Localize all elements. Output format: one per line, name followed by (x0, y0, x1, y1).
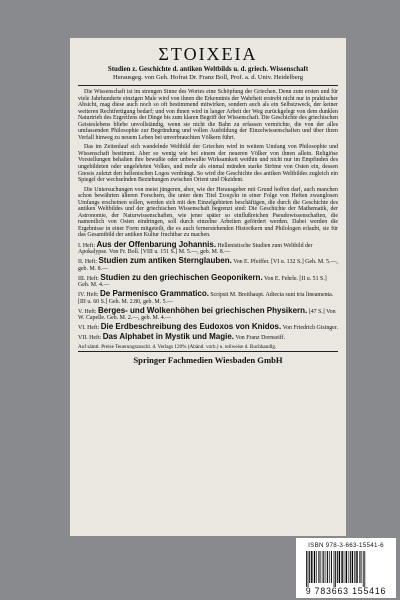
issue-title: Aus der Offenbarung Johannis. (96, 240, 217, 250)
barcode-bar (327, 551, 328, 583)
issue-details: Von Friedrich Gisinger. (281, 325, 338, 332)
issue-details: Scripsit M. Breithaupt. Adiecta sunt tria lineamenta. [III u. 60 S.] Geh. M. 2.80, geb. M. 5.— (78, 292, 334, 305)
issue-title: De Parmenisco Grammatico. (100, 289, 209, 299)
issue-list (78, 242, 338, 341)
barcode-bar (306, 551, 307, 587)
back-cover-panel (70, 38, 346, 536)
publisher-name: Springer Fachmedien Wiesbaden GmbH (133, 355, 283, 366)
barcode-bar (354, 551, 355, 583)
issue-details: Von E. Pfeiffer. [VI u. 132 S.] Geh. M. 5.—, geb. M. 8.— (78, 259, 338, 272)
editor-line: Herausgeg. von Geh. Hofrat Dr. Franz Boll, Prof. a. d. Univ. Heidelberg (112, 74, 304, 81)
barcode-bar (352, 551, 353, 583)
barcode-bar (323, 551, 324, 583)
issue-item (78, 291, 338, 305)
intro-paragraph: Die Untersuchungen von meist jüngeren, aber, wie der Herausgeber mit Grund hoffen darf, auch manchen schon bewährten älteren Forschern, die unter dem Titel Στοιχεῖα in einer Folge von Heften zwanglosen Umfangs erscheinen sollen, werden sich mit den Einzelgebieten beschäftigen, die durch die Geschichte des antiken Weltbildes und der griechischen Wissenschaft begrenzt sind: Die Geschichte der Mathematik, der Astronomie, der Naturwissenschaften, wie jener später so einflußreichen Pseudowissenschaften, die namentlich von Osten eindringen, soll durch einzelne Arbeiten gefördert werden. Dabei werden die Ergebnisse in einer Form mitgeteilt, die es auch fernerstehenden Historikern und Philologen erlaubt, sie für das Gesamtbild der antiken Kultur fruchtbar zu machen. (78, 186, 338, 239)
issue-title: Das Alphabet in Mystik und Magie. (102, 332, 234, 342)
barcode-bar (356, 551, 357, 583)
issue-number: VI. Heft: (78, 325, 100, 332)
barcode-bar (364, 551, 365, 587)
issue-title: Studien zum antiken Sternglauben. (98, 256, 232, 266)
barcode-bar (346, 551, 347, 583)
barcode-bar (318, 551, 319, 583)
barcode-bar (314, 551, 315, 583)
issue-item (78, 272, 338, 289)
barcode-bar (331, 551, 332, 583)
barcode-bar (359, 551, 360, 583)
issue-item (78, 242, 338, 256)
barcode-label (296, 538, 396, 598)
issue-item (78, 324, 338, 331)
issue-number: III. Heft: (78, 275, 99, 282)
issue-details: [47 S.] Von W. Capelle. Geh. M. 2.—, geb. M. 4.— (78, 308, 336, 322)
barcode-bar (344, 551, 345, 583)
barcode-bar (326, 551, 327, 583)
issue-details: Hellenistische Studien zum Weltbild der Apokalypse. Von Fr. Boll. [VIII u. 151 S.] M. 5.—, geb. M. 8.— (78, 243, 313, 256)
barcode-bar (361, 551, 362, 583)
issue-details: Von E. Fehrle. [II u. 51 S.] Geh. M. 4.— (78, 275, 327, 289)
barcode-bar (308, 551, 309, 587)
divider (78, 85, 338, 86)
issue-number: V. Heft: (78, 308, 97, 315)
issue-number: I. Heft: (78, 243, 96, 250)
barcode-bar (339, 551, 340, 583)
issue-title: Berges- und Wolkenhöhen bei griechischen Physikern. (98, 305, 308, 315)
barcode-bar (348, 551, 349, 583)
barcode-bar (337, 551, 338, 583)
barcode-bar (329, 551, 330, 583)
barcode-icon (303, 551, 389, 587)
barcode-bar (316, 551, 317, 583)
issue-number: IV. Heft: (78, 292, 99, 299)
issue-details: Von Franz Dornseiff. (234, 335, 286, 342)
issue-item (78, 334, 338, 341)
issue-title: Die Erdbeschreibung des Eudoxos von Knidos. (100, 322, 282, 332)
series-subtitle: Studien z. Geschichte d. antiken Weltbilds u. d. griech. Wissenschaft (107, 66, 309, 73)
barcode-bar (311, 551, 312, 583)
issue-number: VII. Heft: (78, 335, 102, 342)
barcode-bar (322, 551, 323, 583)
issue-item (78, 258, 338, 272)
barcode-bar (309, 551, 310, 583)
issue-item (78, 305, 338, 322)
barcode-bar (334, 551, 335, 587)
issue-number: II. Heft: (78, 259, 97, 266)
barcode-number: 9 783663 155416 (305, 586, 387, 596)
barcode-bar (363, 551, 364, 587)
barcode-bar (320, 551, 321, 583)
series-title: ΣΤΟΙΧΕΙΑ (158, 44, 258, 64)
divider (78, 351, 338, 352)
isbn-text: ISBN 978-3-663-15541-6 (308, 542, 384, 549)
barcode-bar (335, 551, 336, 587)
intro-paragraph: Das im Zeitenlauf sich wandelnde Weltbild der Griechen wird in weitem Umfang von Philosophie und Wissenschaft bestimmt. Aber so wenig wie bei einem der neueren Völker von ihnen allein. Religiöse Vorstellungen behalten ihre bewußte oder unbewußte Wirksamkeit weithin und nicht nur im Empfinden des ungebildeten oder ungelehrten Volkes, und mehr als einmal münden starke Ströme von Osten ein, dessen Gnosis zuletzt den hellenischen Logos verdrängt. So wird die Geschichte des antiken Weltbildes zugleich ein Spiegel der wechselnden Beziehungen zwischen Orient und Okzident. (78, 144, 338, 184)
intro-paragraph: Die Wissenschaft ist im strengen Sinne des Wortes eine Schöpfung der Griechen. Denn zum ersten und für viele Jahrhunderte einzigen Male wird von ihnen die Erkenntnis der Wahrheit erstrebt nicht nur in praktischer Absicht, mag diese auch noch so oft bestimmend mitwirken, sondern auch als ein Selbstzweck, der keiner weiteren Rechtfertigung bedarf; und von ihnen wird in langer Arbeit der Weg zurückgelegt von dem dunklen Naturtrieb des Ergreifens der Dinge bis zum klaren Begriff der Wissenschaft. Die Geschichte des griechischen Geisteslebens bliebe unvollständig, wenn sie nicht die Bahn zu erfassen vermöchte, die von der alles umfassenden Philosophie zur Begründung und vollen Ausbildung der Einzelwissenschaften und über ihren Verfall hinweg zu neuem Leben bei unverbrauchten Völkern führt. (78, 89, 339, 141)
issue-title: Studien zu den griechischen Geoponikern. (100, 272, 263, 282)
barcode-bar (341, 551, 342, 583)
price-note: Auf sämtl. Preise Teuerungszuschl. d. Verlags 120% (Abänd. vorb.) u. teilweise d. Buchhandlg. (78, 344, 277, 351)
barcode-bar (350, 551, 351, 583)
